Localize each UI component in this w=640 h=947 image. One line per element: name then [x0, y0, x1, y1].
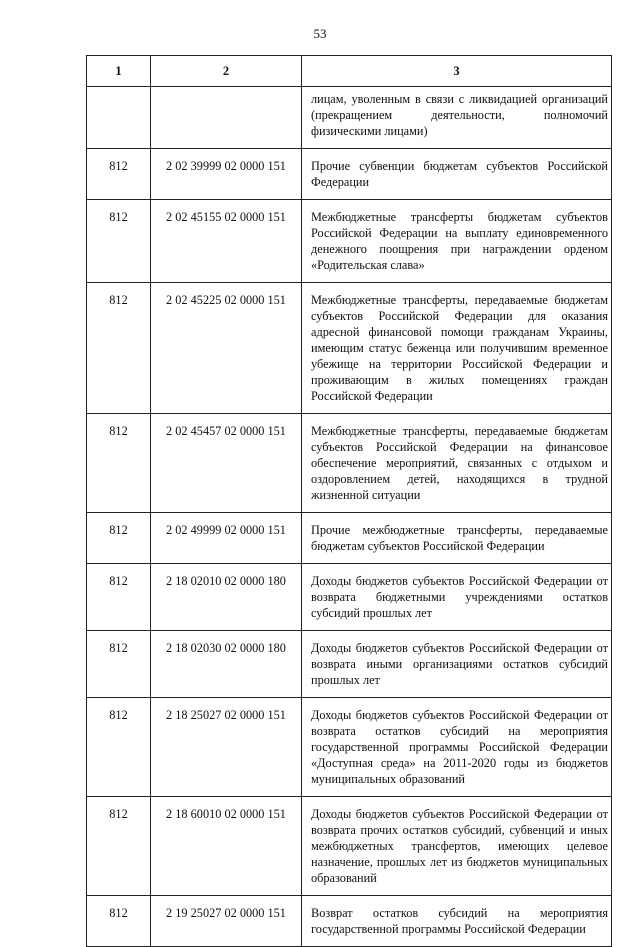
table-row: [87, 414, 612, 513]
admin-code-cell: 812: [87, 200, 151, 283]
admin-code-cell: 812: [87, 513, 151, 564]
income-description-cell: Доходы бюджетов субъектов Российской Федерации от возврата прочих остатков субсидий, субвенций и иных межбюджетных трансфертов, имеющих целевое назначение, прошлых лет из бюджетов муниципальных образований: [302, 797, 612, 896]
column-header-3: 3: [302, 56, 612, 87]
income-description-cell: Доходы бюджетов субъектов Российской Федерации от возврата остатков субсидий на мероприятия государственной программы Российской Федерации «Доступная среда» на 2011-2020 годы из бюджетов муниципальных образований: [302, 698, 612, 797]
budget-classification-code-cell: 2 02 45457 02 0000 151: [151, 414, 302, 513]
income-description-cell: Межбюджетные трансферты, передаваемые бюджетам субъектов Российской Федерации на финансовое обеспечение мероприятий, связанных с отдыхом и оздоровлением детей, находящихся в трудной жизненной ситуации: [302, 414, 612, 513]
income-description-cell: Межбюджетные трансферты бюджетам субъектов Российской Федерации на выплату единовременного денежного поощрения при награждении орденом «Родительская слава»: [302, 200, 612, 283]
budget-classification-code-cell: [151, 87, 302, 149]
table-row: [87, 631, 612, 698]
table-row: [87, 698, 612, 797]
table-row: [87, 896, 612, 947]
budget-classification-code-cell: 2 18 02030 02 0000 180: [151, 631, 302, 698]
table-header-row: [87, 56, 612, 87]
column-header-1: 1: [87, 56, 151, 87]
income-description-cell: лицам, уволенным в связи с ликвидацией организаций (прекращением деятельности, полномочий физическими лицами): [302, 87, 612, 149]
admin-code-cell: 812: [87, 698, 151, 797]
admin-code-cell: 812: [87, 564, 151, 631]
budget-codes-table: [86, 55, 612, 947]
admin-code-cell: [87, 87, 151, 149]
admin-code-cell: 812: [87, 149, 151, 200]
admin-code-cell: 812: [87, 631, 151, 698]
income-description-cell: Доходы бюджетов субъектов Российской Федерации от возврата иными организациями остатков субсидий прошлых лет: [302, 631, 612, 698]
income-description-cell: Прочие субвенции бюджетам субъектов Российской Федерации: [302, 149, 612, 200]
income-description-cell: Возврат остатков субсидий на мероприятия государственной программы Российской Федерации: [302, 896, 612, 947]
budget-classification-code-cell: 2 02 45225 02 0000 151: [151, 283, 302, 414]
table-row: [87, 87, 612, 149]
page-number: 53: [313, 26, 327, 41]
table-row: [87, 797, 612, 896]
admin-code-cell: 812: [87, 797, 151, 896]
admin-code-cell: 812: [87, 414, 151, 513]
budget-classification-code-cell: 2 18 60010 02 0000 151: [151, 797, 302, 896]
income-description-cell: Межбюджетные трансферты, передаваемые бюджетам субъектов Российской Федерации для оказания адресной финансовой помощи гражданам Украины, имеющим статус беженца или получившим временное убежище на территории Российской Федерации и проживающим в жилых помещениях граждан Российской Федерации: [302, 283, 612, 414]
budget-classification-code-cell: 2 02 45155 02 0000 151: [151, 200, 302, 283]
admin-code-cell: 812: [87, 283, 151, 414]
budget-classification-code-cell: 2 02 49999 02 0000 151: [151, 513, 302, 564]
budget-classification-code-cell: 2 19 25027 02 0000 151: [151, 896, 302, 947]
budget-classification-code-cell: 2 18 02010 02 0000 180: [151, 564, 302, 631]
admin-code-cell: 812: [87, 896, 151, 947]
table-row: [87, 149, 612, 200]
income-description-cell: Доходы бюджетов субъектов Российской Федерации от возврата бюджетными учреждениями остатков субсидий прошлых лет: [302, 564, 612, 631]
budget-classification-code-cell: 2 02 39999 02 0000 151: [151, 149, 302, 200]
table-row: [87, 564, 612, 631]
column-header-2: 2: [151, 56, 302, 87]
budget-classification-code-cell: 2 18 25027 02 0000 151: [151, 698, 302, 797]
table-row: [87, 200, 612, 283]
table-row: [87, 513, 612, 564]
table-row: [87, 283, 612, 414]
income-description-cell: Прочие межбюджетные трансферты, передаваемые бюджетам субъектов Российской Федерации: [302, 513, 612, 564]
